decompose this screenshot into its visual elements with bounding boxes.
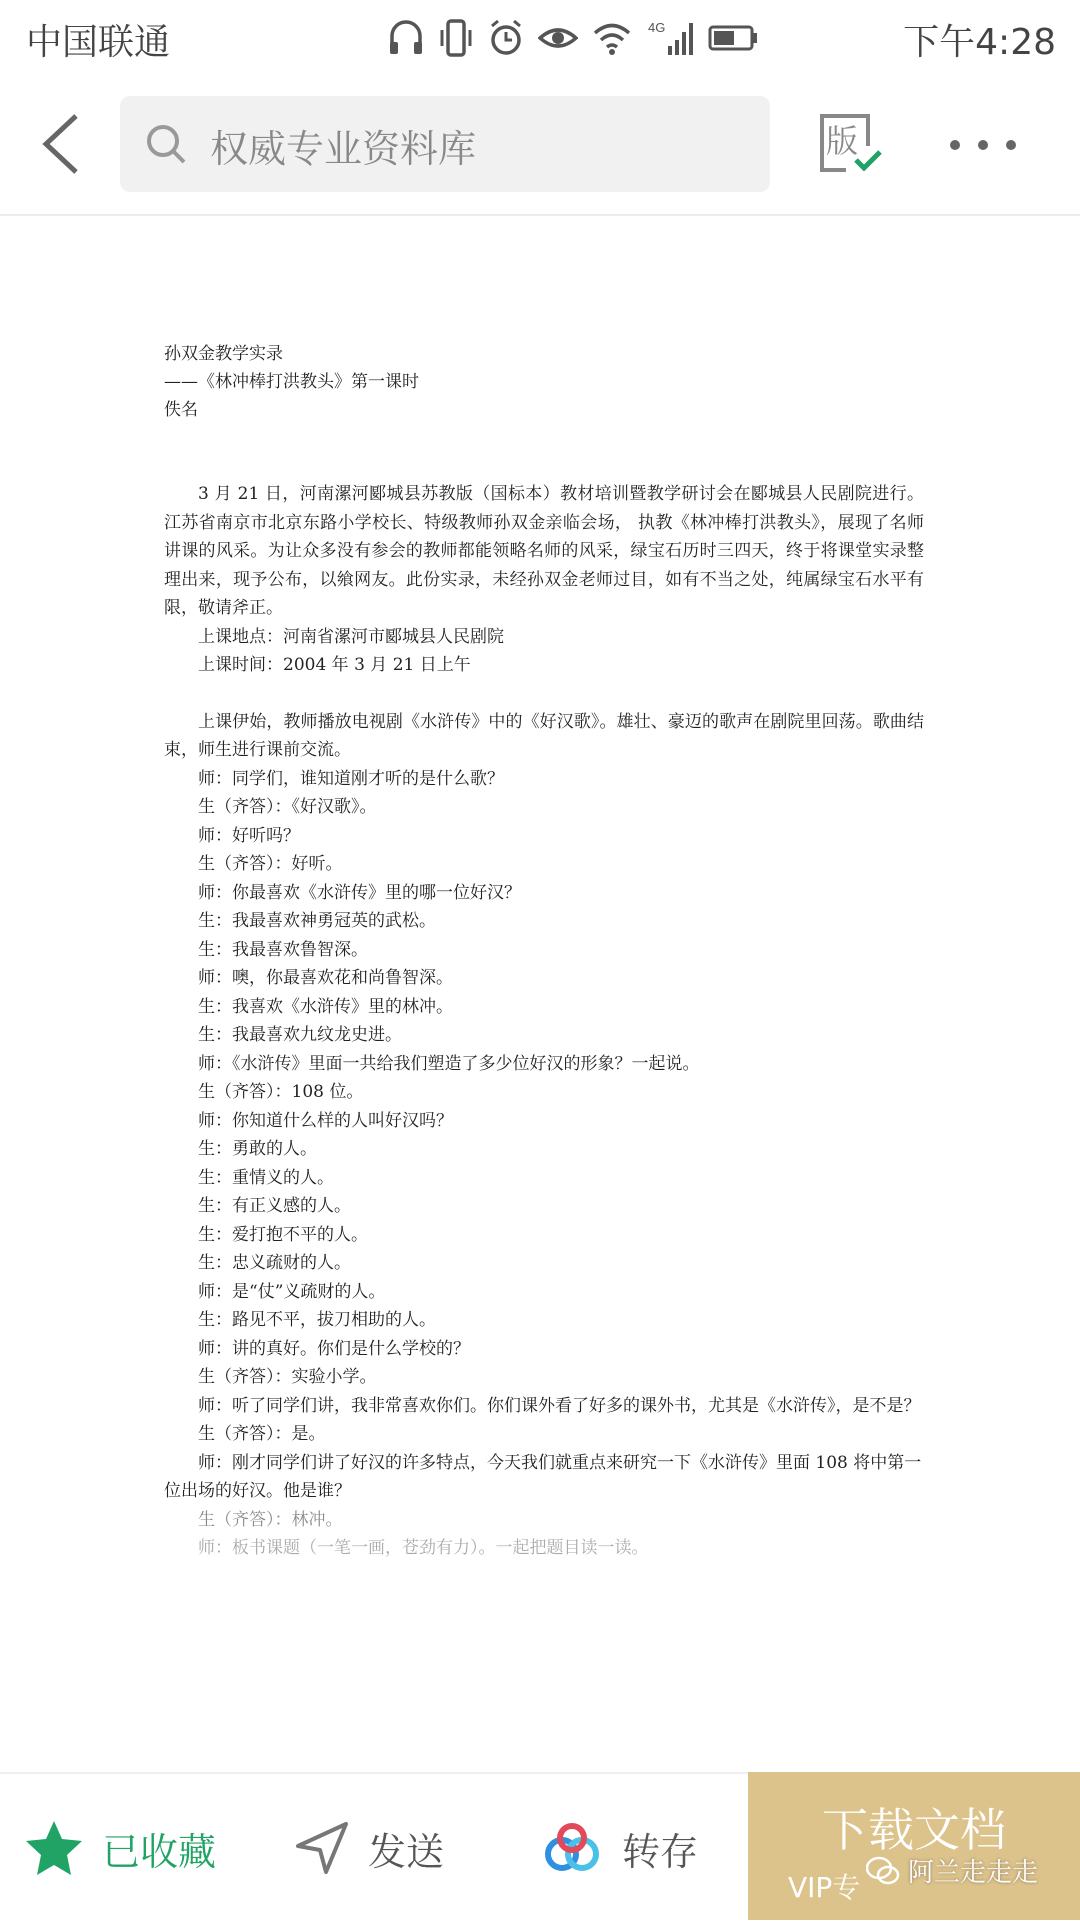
- dialogue-line: 师：你最喜欢《水浒传》里的哪一位好汉？: [198, 882, 521, 903]
- dialogue-line: 师：《水浒传》里面一共给我们塑造了多少位好汉的形象？一起说。: [198, 1053, 700, 1074]
- dialogue-line: 生：有正义感的人。: [198, 1196, 351, 1216]
- send-label: 发送: [368, 1829, 445, 1874]
- dialogue-line: 师：你知道什么样的人叫好汉吗？: [198, 1110, 453, 1131]
- watermark-text: 阿兰走走走: [908, 1858, 1039, 1888]
- star-icon: [24, 1819, 84, 1877]
- dialogue-line: 师：刚才同学们讲了好汉的许多特点，今天我们就重点来研究一下《水浒传》里面 108 将中第一位出场的好汉。他是谁？: [164, 1452, 922, 1501]
- more-icon[interactable]: [948, 138, 1018, 152]
- alarm-icon: [488, 18, 524, 58]
- save-label: 转存: [622, 1829, 699, 1874]
- dialogue-line: 生（齐答）：好听。: [198, 854, 343, 874]
- search-placeholder: 权威专业资料库: [210, 127, 477, 171]
- dialogue-line: 师：讲的真好。你们是什么学校的？: [198, 1338, 470, 1359]
- dialogue-line: 生（齐答）：林冲。: [198, 1509, 343, 1530]
- dialogue-line: 生：忠义疏财的人。: [198, 1253, 351, 1273]
- dialogue-line: 生：我喜欢《水浒传》里的林冲。: [198, 996, 453, 1017]
- dialogue-line: 师：好听吗？: [198, 825, 300, 846]
- doc-location: 上课地点：河南省漯河市郾城县人民剧院: [198, 626, 504, 647]
- doc-author: 佚名: [164, 400, 198, 420]
- doc-intro: 3 月 21 日，河南漯河郾城县苏教版（国标本）教材培训暨教学研讨会在郾城县人民剧院进行。江苏省南京市北京东路小学校长、特级教师孙双金亲临会场， 执教《林冲棒打洪教头》，展现了名师讲课的风采。为让众多没有参会的教师都能领略名师的风采，绿宝石历时三四天，终于将课堂实录整理出来，现予公布，以飨网友。此份实录，未经孙双金老师过目，如有不当之处，纯属绿宝石水平有限，敬请斧正。: [164, 484, 924, 618]
- save-to-cloud-button[interactable]: [540, 1774, 698, 1922]
- signal-4g-icon: [646, 18, 694, 58]
- doc-subtitle: ——《林冲棒打洪教头》第一课时: [164, 372, 419, 392]
- dialogue-line: 生（齐答）：108 位。: [198, 1082, 364, 1102]
- vibrate-icon: [438, 18, 474, 58]
- send-icon: [294, 1820, 350, 1876]
- doc-opening: 上课伊始，教师播放电视剧《水浒传》中的《好汉歌》。雄壮、豪迈的歌声在剧院里回荡。歌曲结束，师生进行课前交流。: [164, 711, 924, 760]
- status-bar: [0, 0, 1080, 76]
- dialogue-line: 生：路见不平，拔刀相助的人。: [198, 1310, 436, 1330]
- dialogue-line: 师：噢，你最喜欢花和尚鲁智深。: [198, 968, 453, 988]
- dialogue-line: 生：勇敢的人。: [198, 1139, 317, 1159]
- dialogue-line: 师：听了同学们讲，我非常喜欢你们。你们课外看了好多的课外书，尤其是《水浒传》，是不是？: [198, 1395, 921, 1416]
- dialogue-line: 生：爱打抱不平的人。: [198, 1224, 368, 1245]
- dialogue-line: 生（齐答）：是。: [198, 1424, 326, 1444]
- carrier-name: 中国联通: [26, 22, 171, 63]
- dialogue-line: 生：我最喜欢鲁智深。: [198, 939, 368, 960]
- favorite-button[interactable]: [24, 1774, 216, 1922]
- download-document-button[interactable]: [748, 1772, 1080, 1920]
- vip-label: VIP专: [788, 1871, 861, 1904]
- network-label: 4G: [648, 20, 666, 35]
- dialogue-line: 生（齐答）：实验小学。: [198, 1367, 377, 1387]
- dialogue-line: 师：同学们，谁知道刚才听的是什么歌？: [198, 768, 504, 789]
- dialogue-line: 师：板书课题（一笔一画，苍劲有力）。一起把题目读一读。: [198, 1538, 649, 1558]
- status-icons: [388, 14, 760, 62]
- dialogue-line: 师：是“仗”义疏财的人。: [198, 1281, 386, 1302]
- watermark: [866, 1852, 1038, 1889]
- search-input[interactable]: [120, 96, 770, 192]
- badge-label: 版: [826, 122, 859, 160]
- clock: 下午4:28: [903, 22, 1056, 63]
- eye-icon: [538, 18, 578, 58]
- headphones-icon: [388, 18, 424, 58]
- back-arrow-icon[interactable]: [36, 112, 86, 176]
- doc-date: 上课时间：2004 年 3 月 21 日上午: [198, 655, 471, 675]
- wechat-icon: [866, 1856, 900, 1886]
- dialogue-line: 生：重情义的人。: [198, 1167, 334, 1188]
- send-button[interactable]: [294, 1774, 444, 1922]
- dialogue-line: 生（齐答）：《好汉歌》。: [198, 797, 377, 817]
- document-page: [164, 340, 924, 1563]
- dialogue-line: 生：我最喜欢神勇冠英的武松。: [198, 911, 436, 931]
- top-bar: [0, 76, 1080, 216]
- copyright-badge-icon[interactable]: [816, 112, 884, 176]
- doc-title: 孙双金教学实录: [164, 344, 283, 364]
- dialogue-line: 生：我最喜欢九纹龙史进。: [198, 1025, 402, 1045]
- search-icon: [144, 122, 188, 166]
- battery-icon: [708, 18, 760, 58]
- wifi-icon: [592, 18, 632, 58]
- favorite-label: 已收藏: [102, 1829, 217, 1874]
- download-label: 下载文档: [822, 1803, 1006, 1857]
- cloud-save-icon: [540, 1820, 604, 1876]
